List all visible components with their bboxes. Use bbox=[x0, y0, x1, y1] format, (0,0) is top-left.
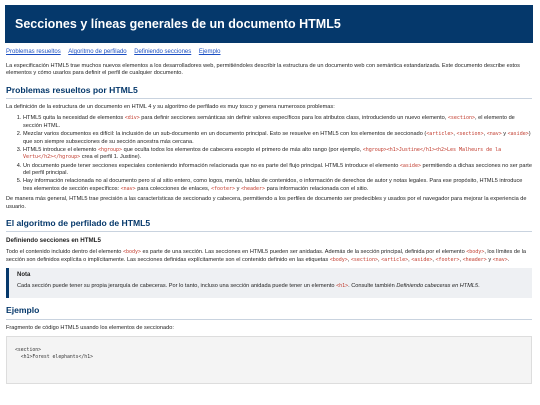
code-inline: <nav> bbox=[492, 256, 508, 263]
intro-paragraph: La especificación HTML5 trae muchos nuevos elementos a los desarrolladores web, permitiéndoles describir la estructura de un documento web con semántica estandarizada. Este documento describe estos elementos y cómo usarlos para definir el perfil de cualquier documento. bbox=[6, 62, 520, 77]
nav-link-ejemplo[interactable]: Ejemplo bbox=[198, 49, 221, 55]
code-inline: <body> bbox=[329, 256, 348, 263]
code-inline: <h1> bbox=[336, 283, 349, 290]
section-heading-problems: Problemas resueltos por HTML5 bbox=[6, 85, 532, 99]
problems-list bbox=[6, 115, 532, 193]
note-link-text: Definiendo cabeceras en HTML5 bbox=[396, 283, 479, 290]
list-item: 3. HTML5 introduce el elemento <hgroup> que oculta todos los elementos de cabecera excepto el primero de más alto rango (por ejemplo, <hgroup><h1>Justine</h1><h2>Les Malheurs de la Vertu</h2></hgroup> crea el perfil 1. Justine). bbox=[23, 147, 532, 162]
list-item: 4. Un documento puede tener secciones especiales conteniendo información relacionada que no es parte del flujo principal. HTML5 introduce el elemento <aside> permitiendo a dichas secciones no ser parte del perfil principal. bbox=[23, 163, 532, 178]
code-inline: <nav> bbox=[120, 185, 136, 192]
code-inline: <div> bbox=[124, 115, 140, 122]
code-inline: <article> bbox=[426, 131, 454, 138]
page-header bbox=[5, 5, 533, 43]
section-heading-algorithm: El algoritmo de perfilado de HTML5 bbox=[6, 218, 532, 232]
code-inline: <body> bbox=[122, 249, 141, 256]
code-inline: <header> bbox=[462, 256, 487, 263]
code-inline: <hgroup> bbox=[97, 146, 123, 153]
algorithm-paragraph: Todo el contenido incluido dentro del elemento <body> es parte de una sección. Las secciones en HTML5 pueden ser anidadas. Además de la sección principal, definida por el elemento <body>, los límites de la sección son definidos explícita o implícitamente. Las secciones definidas explícitamente son el contenido definido en las etiquetas <body>, <section>, <article>, <aside>, <footer>, <header> y <nav>. bbox=[6, 249, 526, 263]
code-inline: <hgroup><h1>Justine</h1><h2>Les Malheurs de la Vertu</h2></hgroup> bbox=[23, 146, 502, 161]
toc-nav bbox=[6, 49, 532, 57]
list-item: 1. HTML5 quita la necesidad de elementos <div> para definir secciones semánticas sin definir valores específicos para los atributos class, introduciendo un nuevo elemento, <section>, el elemento de sección HTML. bbox=[23, 115, 532, 130]
code-block bbox=[6, 336, 532, 384]
list-item: 5. Hay información relacionada no al documento pero sí al sitio entero, como logos, menús, tablas de contenidos, o información de derechos de autor y notas legales. Para ese propósito, HTML5 introduce tres elementos de sección específicos: <nav> para colecciones de enlaces, <footer> y <header> para información relacionada con el sitio. bbox=[23, 178, 532, 193]
code-line: <section> bbox=[15, 348, 41, 354]
code-inline: <header> bbox=[240, 185, 266, 192]
code-inline: <aside> bbox=[507, 131, 529, 138]
nav-link-definiendo[interactable]: Definiendo secciones bbox=[134, 49, 192, 55]
problems-lead: La definición de la estructura de un documento en HTML 4 y su algoritmo de perfilado es muy tosco y genera numerosos problemas: bbox=[6, 104, 335, 110]
code-inline: <aside> bbox=[411, 256, 433, 263]
subsection-heading: Definiendo secciones en HTML5 bbox=[6, 237, 101, 245]
note-text: Cada sección puede tener su propia jerarquía de cabeceras. Por lo tanto, incluso una sección anidada puede tener un elemento <h1>. Consulte también Definiendo cabeceras en HTML5. bbox=[17, 283, 480, 290]
nav-link-algoritmo[interactable]: Algoritmo de perfilado bbox=[68, 49, 127, 55]
code-inline: <article> bbox=[381, 256, 409, 263]
section-heading-example: Ejemplo bbox=[6, 305, 532, 319]
code-inline: <footer> bbox=[435, 256, 460, 263]
list-item: 2. Mezclar varios documentos es difícil: la inclusión de un sub-documento en un documento principal. Esto se resuelve en HTML5 con los elementos de seccionado (<article>, <section>, <nav> y <aside>) que son siempre subsecciones de su sección ancestra más cercana. bbox=[23, 131, 532, 146]
note-box bbox=[6, 268, 532, 298]
note-title: Nota bbox=[17, 272, 31, 279]
code-inline: <section> bbox=[447, 115, 475, 122]
problems-summary: De manera más general, HTML5 trae precisión a las características de seccionado y cabecera, permitiendo a los perfiles de documento ser predecibles y usados por el navegador para mejorar la experiencia de usuario. bbox=[6, 196, 527, 210]
page-title: Secciones y líneas generales de un documento HTML5 bbox=[15, 17, 341, 31]
code-inline: <body> bbox=[466, 249, 485, 256]
main-content bbox=[6, 49, 532, 384]
code-line: <h1>Forest elephants</h1> bbox=[15, 355, 93, 361]
code-inline: <nav> bbox=[486, 131, 502, 138]
code-inline: <section> bbox=[456, 131, 484, 138]
code-inline: <section> bbox=[350, 256, 378, 263]
example-lead: Fragmento de código HTML5 usando los elementos de seccionado: bbox=[6, 324, 174, 331]
code-inline: <footer> bbox=[210, 185, 236, 192]
code-inline: <aside> bbox=[399, 162, 421, 169]
nav-link-problemas[interactable]: Problemas resueltos bbox=[6, 49, 61, 55]
